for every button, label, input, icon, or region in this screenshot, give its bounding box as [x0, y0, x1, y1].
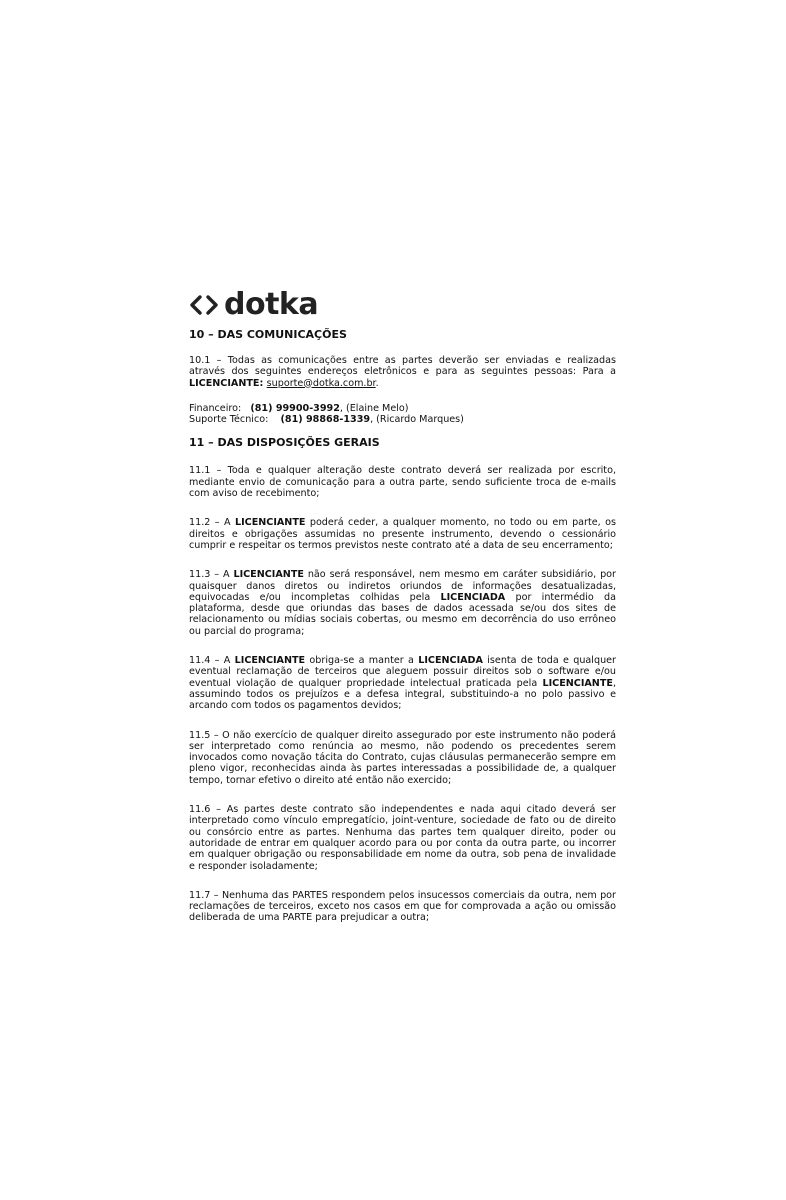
clause-text: 10.1 – Todas as comunicações entre as partes deverão ser enviadas e realizadas através dos seguintes endereços eletrônicos e para as seguintes pessoas: Para a	[189, 355, 616, 378]
contact-financeiro	[189, 403, 616, 414]
clause-11-1: 11.1 – Toda e qualquer alteração deste contrato deverá ser realizada por escrito, mediante envio de comunicação para a outra parte, sendo suficiente troca de e-mails com aviso de recebimento;	[189, 465, 616, 500]
clause-11-6: 11.6 – As partes deste contrato são independentes e nada aqui citado deverá ser interpretado como vínculo empregatício, joint-venture, sociedade de fato ou de direito ou consórcio entre as partes. Nenhuma das partes tem qualquer direito, poder ou autoridade de entrar em qualquer acordo para ou por conta da outra parte, ou incorrer em qualquer obrigação ou responsabilidade em nome da outra, sob pena de invalidade e responder isoladamente;	[189, 804, 616, 872]
section-10-heading: 10 – DAS COMUNICAÇÕES	[189, 328, 347, 341]
clause-11-5: 11.5 – O não exercício de qualquer direito assegurado por este instrumento não poderá ser interpretado como renúncia ao mesmo, não podendo os precedentes serem invocados como novação tácita do Contrato, cujas cláusulas permanecerão sempre em pleno vigor, reconhecidas ainda às partes interessadas a possibilidade de, a qualquer tempo, tornar efetivo o direito até então não exercido;	[189, 729, 616, 786]
party-name: LICENCIADA	[440, 591, 506, 603]
party-name: LICENCIANTE	[189, 377, 260, 389]
clause-text: não será responsável, nem mesmo em caráter subsidiário, por quaisquer danos diretos ou indiretos oriundos de informações desatualizadas, equivocadas e/ou incompletas colhidas pela	[189, 569, 617, 603]
clause-text: por intermédio da plataforma, desde que oriundas das bases de dados acessada se/ou dos sites de relacionamento ou mídias sociais cobertas, ou mesmo em decorrência do uso errôneo ou parcial do programa;	[189, 591, 616, 637]
clause-11-3	[189, 569, 616, 637]
contact-label: Suporte Técnico:	[189, 414, 269, 426]
contact-person: , (Elaine Melo)	[339, 402, 409, 414]
contact-label: Financeiro:	[189, 402, 242, 414]
party-name: LICENCIANTE	[542, 677, 613, 689]
clause-text: isenta de toda e qualquer eventual reclamação de terceiros que aleguem possuir direitos sob o software e/ou eventual violação de qualquer propriedade intelectual praticada pela	[189, 655, 616, 689]
party-name: LICENCIANTE	[234, 517, 306, 529]
clause-11-4	[189, 655, 616, 711]
section-11-heading: 11 – DAS DISPOSIÇÕES GERAIS	[189, 436, 380, 450]
clause-end: .	[375, 377, 379, 389]
dotka-logo	[189, 287, 616, 322]
clause-text: , assumindo todos os prejuízos e a defesa integral, substituindo-a no polo passivo e arcando com todos os pagamentos devidos;	[189, 677, 616, 712]
code-brackets-logo-icon	[189, 294, 221, 316]
party-name: LICENCIANTE	[234, 655, 306, 667]
clause-11-7: 11.7 – Nenhuma das PARTES respondem pelos insucessos comerciais da outra, nem por reclamações de terceiros, exceto nos casos em que for comprovada a ação ou omissão deliberada de uma PARTE para prejudicar a outra;	[189, 889, 616, 924]
logo-wordmark: dotka	[224, 287, 319, 322]
contact-person: , (Ricardo Marques)	[370, 414, 464, 426]
contact-suporte	[189, 414, 616, 425]
colon: :	[259, 377, 267, 389]
clause-11-2	[189, 517, 616, 551]
contact-phone: (81) 98868-1339	[280, 414, 371, 426]
clause-10-1	[189, 355, 616, 389]
clause-text: 11.3 – A	[189, 569, 234, 581]
support-email-link[interactable]: suporte@dotka.com.br	[266, 377, 376, 389]
clause-text: 11.2 – A	[189, 517, 235, 529]
party-name: LICENCIANTE	[233, 569, 304, 581]
document-content	[189, 287, 617, 924]
contact-phone: (81) 99900-3992	[250, 402, 340, 414]
clause-text: 11.4 – A	[189, 655, 235, 667]
clause-text: poderá ceder, a qualquer momento, no todo ou em parte, os direitos e obrigações assumidas no presente instrumento, devendo o cessionário cumprir e respeitar os termos previstos neste contrato até a data de seu encerramento;	[189, 517, 616, 551]
party-name: LICENCIADA	[418, 655, 483, 667]
clause-text: obriga-se a manter a	[305, 655, 419, 667]
